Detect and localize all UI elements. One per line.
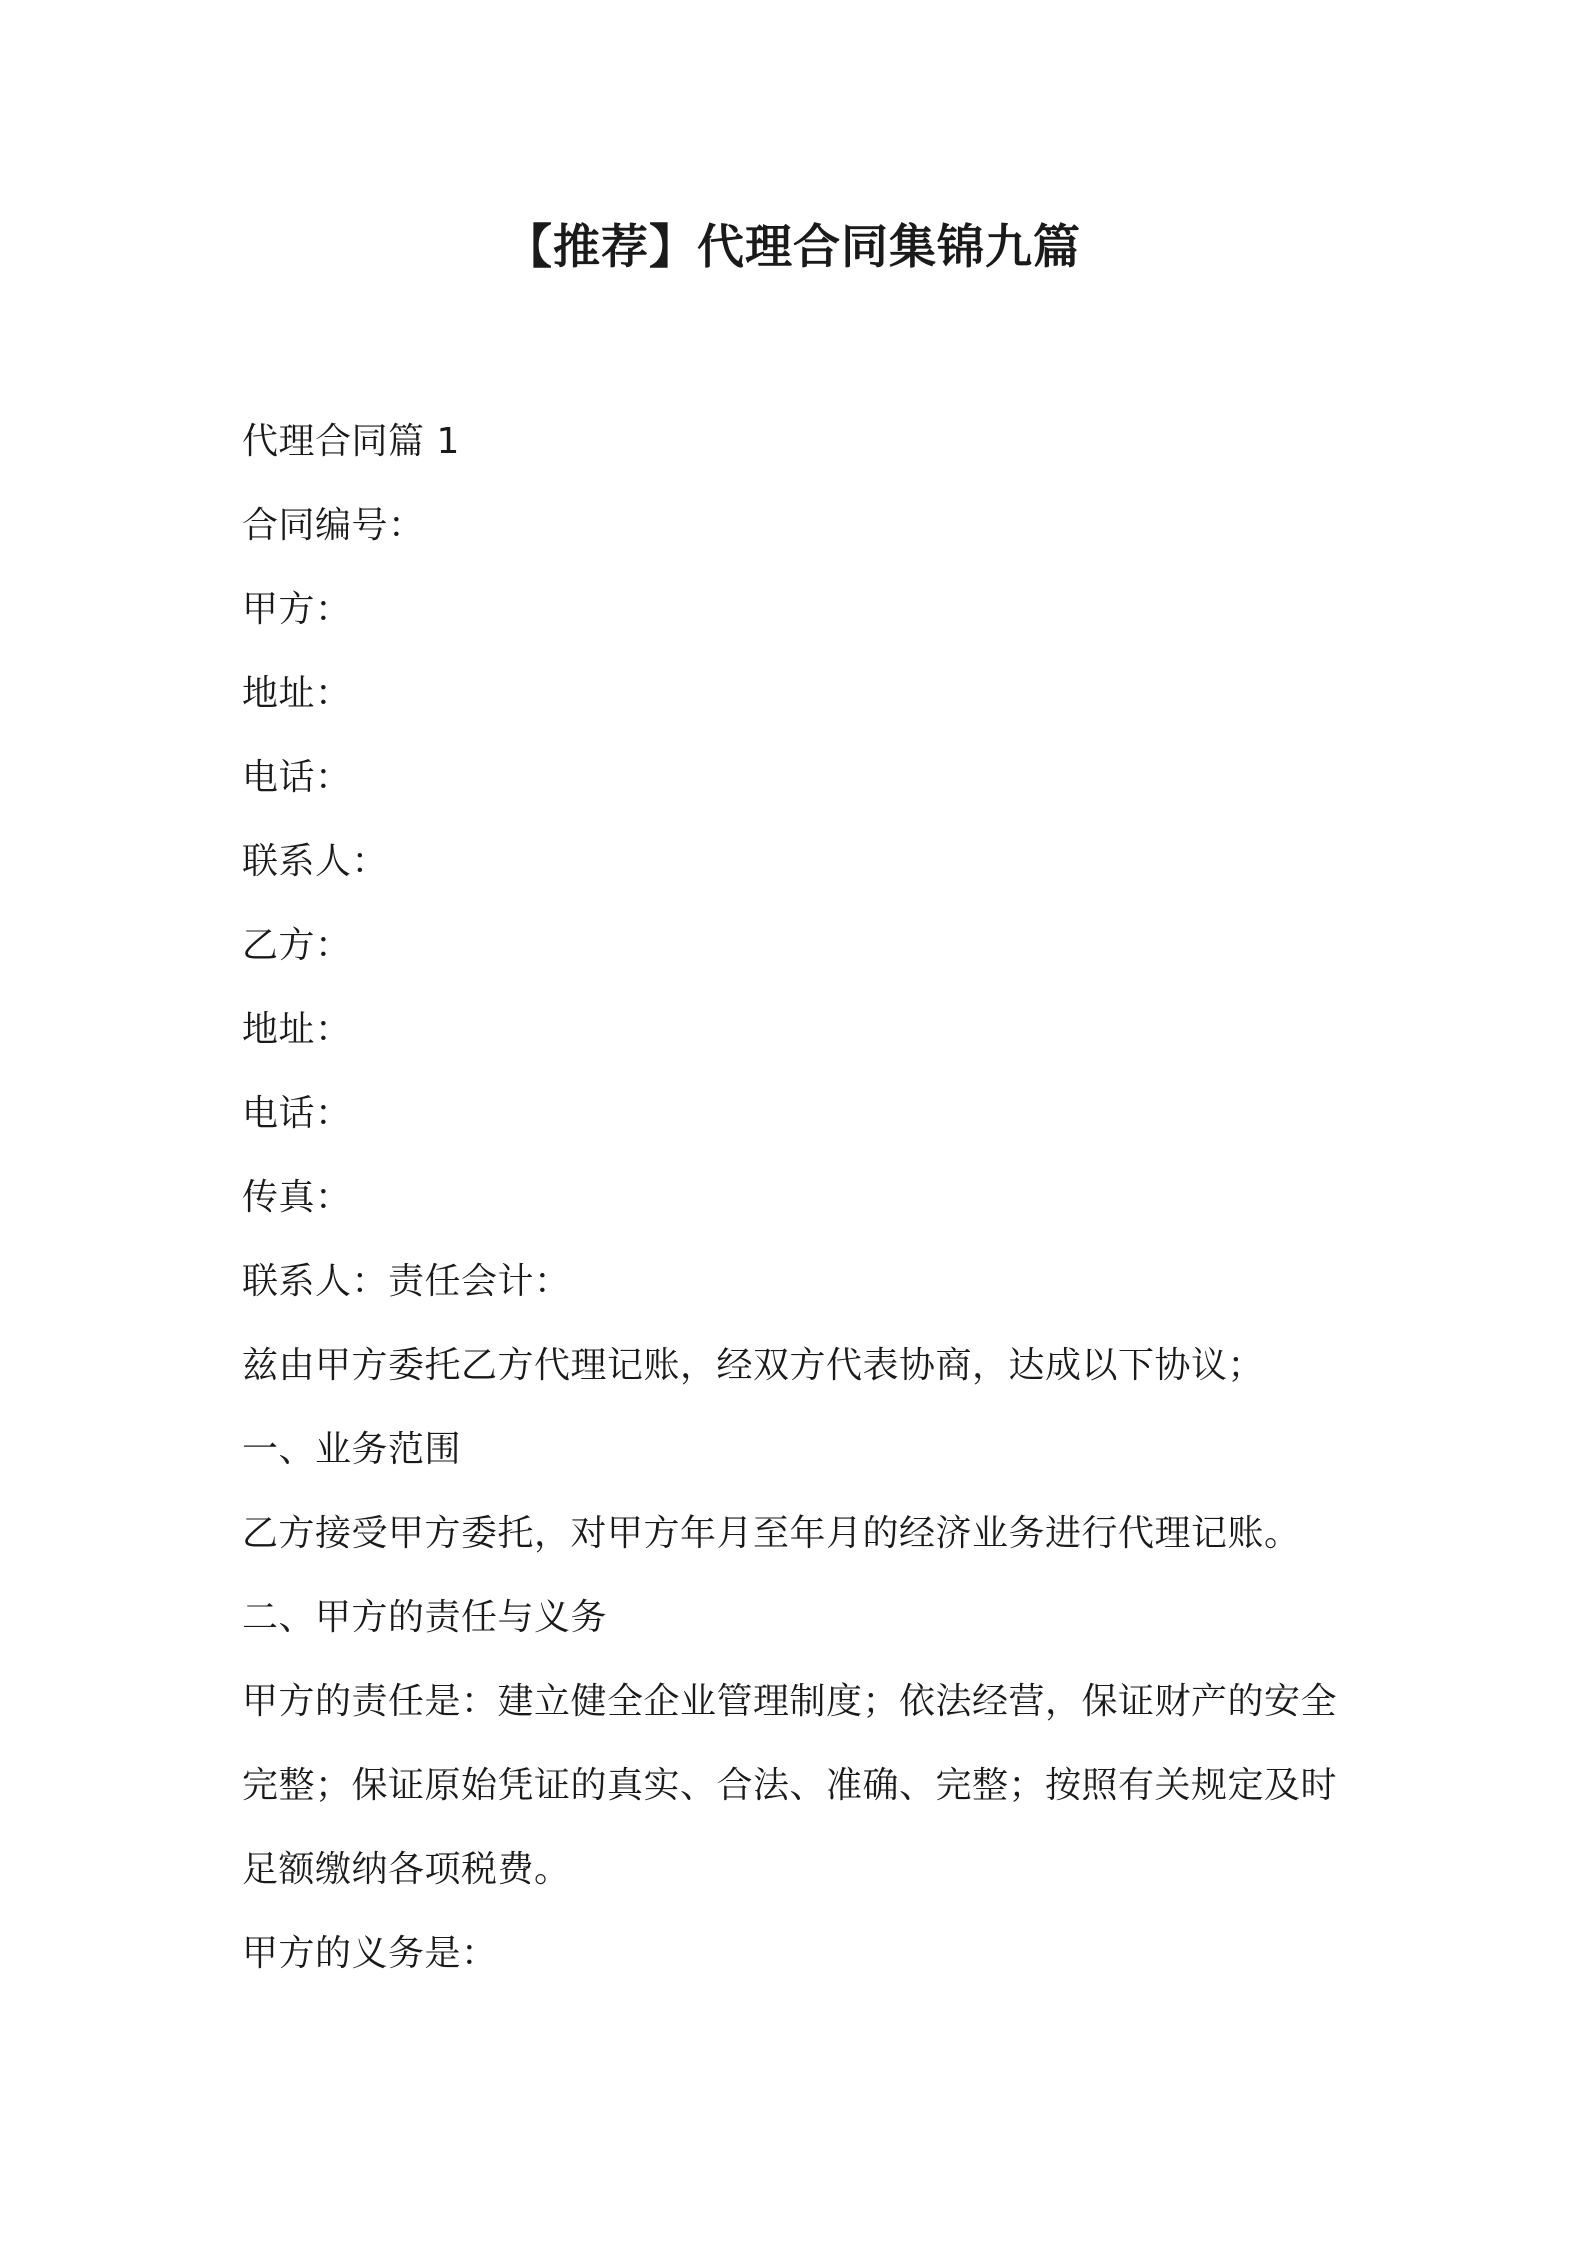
party-b-phone-field: 电话： bbox=[242, 1093, 352, 1134]
section-heading: 代理合同篇 1 bbox=[242, 421, 460, 462]
document-body bbox=[242, 400, 1362, 1996]
paragraph-line: 乙方接受甲方委托，对甲方年月至年月的经济业务进行代理记账。 bbox=[242, 1513, 1301, 1554]
party-a-contact-field: 联系人： bbox=[242, 841, 389, 882]
party-b-field: 乙方： bbox=[242, 925, 352, 966]
party-b-contact-field: 联系人：责任会计： bbox=[242, 1261, 571, 1302]
clause-heading: 二、甲方的责任与义务 bbox=[242, 1597, 608, 1638]
document-title: 【推荐】代理合同集锦九篇 bbox=[505, 220, 1081, 275]
contract-number-field: 合同编号： bbox=[242, 505, 425, 546]
paragraph-line: 完整；保证原始凭证的真实、合法、准确、完整；按照有关规定及时 bbox=[242, 1765, 1338, 1806]
paragraph-line: 甲方的义务是： bbox=[242, 1933, 498, 1974]
party-a-field: 甲方： bbox=[242, 589, 352, 630]
party-a-phone-field: 电话： bbox=[242, 757, 352, 798]
paragraph-line: 甲方的责任是：建立健全企业管理制度；依法经营，保证财产的安全 bbox=[242, 1681, 1338, 1722]
paragraph-line: 足额缴纳各项税费。 bbox=[242, 1849, 571, 1890]
party-b-address-field: 地址： bbox=[242, 1009, 352, 1050]
party-b-fax-field: 传真： bbox=[242, 1177, 352, 1218]
party-a-address-field: 地址： bbox=[242, 673, 352, 714]
clause-heading: 一、业务范围 bbox=[242, 1429, 462, 1470]
paragraph-line: 兹由甲方委托乙方代理记账，经双方代表协商，达成以下协议； bbox=[242, 1345, 1265, 1386]
